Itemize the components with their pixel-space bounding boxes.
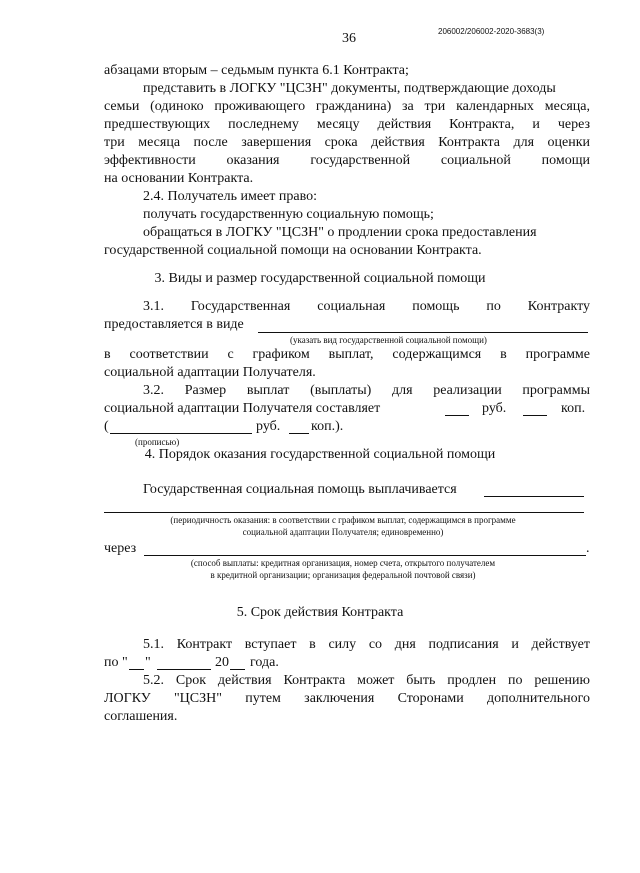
- paragraph-line: получать государственную социальную помощь;: [143, 207, 434, 222]
- paragraph-line: абзацами вторым – седьмым пункта 6.1 Контракта;: [104, 63, 409, 78]
- blank-words[interactable]: [110, 433, 252, 434]
- clause-5-1: 5.1. Контракт вступает в силу со дня подписания и действует: [143, 637, 590, 652]
- date-suffix: года.: [250, 655, 279, 670]
- paragraph-line: соглашения.: [104, 709, 178, 724]
- page-number: 36: [342, 31, 356, 46]
- blank-line[interactable]: [258, 332, 588, 333]
- field-hint: (прописью): [135, 437, 180, 447]
- clause-3-1: 3.1. Государственная социальная помощь по Контракту: [143, 299, 590, 314]
- paren-open: (: [104, 419, 109, 434]
- paragraph-line: Государственная социальная помощь выплачивается: [143, 482, 457, 497]
- paragraph-line: социальной адаптации Получателя составляет: [104, 401, 381, 416]
- clause-3-2: 3.2. Размер выплат (выплаты) для реализации программы: [143, 383, 590, 398]
- blank-year[interactable]: [230, 669, 245, 670]
- paragraph-line: в соответствии с графиком выплат, содержащимся в программе: [104, 347, 590, 362]
- unit-kop: коп.: [561, 401, 586, 416]
- paragraph-line: государственной социальной помощи на основании Контракта.: [104, 243, 482, 258]
- blank-line[interactable]: [104, 512, 584, 513]
- paragraph-line: семьи (одиноко проживающего гражданина) за три календарных месяца,: [104, 99, 590, 114]
- paragraph-line: предоставляется в виде: [104, 317, 244, 332]
- clause-2-4: 2.4. Получатель имеет право:: [143, 189, 318, 204]
- blank-day[interactable]: [129, 669, 144, 670]
- paragraph-line: на основании Контракта.: [104, 171, 254, 186]
- paragraph-line: ЛОГКУ "ЦСЗН" путем заключения Сторонами дополнительного: [104, 691, 590, 706]
- clause-5-2: 5.2. Срок действия Контракта может быть продлен по решению: [143, 673, 590, 688]
- unit-rub: руб.: [482, 401, 507, 416]
- paragraph-line: представить в ЛОГКУ "ЦСЗН" документы, подтверждающие доходы: [143, 81, 556, 96]
- section-3-heading: 3. Виды и размер государственной социальной помощи: [154, 271, 486, 286]
- unit-rub: руб.: [256, 419, 281, 434]
- field-hint: в кредитной организации; организация федеральной почтовой связи): [210, 570, 476, 580]
- field-hint: (периодичность оказания: в соответствии с графиком выплат, содержащимся в программе: [170, 515, 516, 525]
- paragraph-line: три месяца после завершения срока действия Контракта для оценки: [104, 135, 590, 150]
- blank-rub[interactable]: [445, 415, 469, 416]
- period: .: [586, 541, 590, 556]
- field-hint: социальной адаптации Получателя; единовременно): [242, 527, 444, 537]
- year-prefix: 20: [215, 655, 229, 670]
- document-code: 206002/206002-2020-3683(3): [438, 27, 545, 36]
- field-hint: (указать вид государственной социальной помощи): [290, 335, 487, 345]
- unit-kop: коп.).: [311, 419, 344, 434]
- blank-month[interactable]: [157, 669, 211, 670]
- section-5-heading: 5. Срок действия Контракта: [236, 605, 404, 620]
- blank-kop[interactable]: [523, 415, 547, 416]
- paragraph-line: социальной адаптации Получателя.: [104, 365, 316, 380]
- paragraph-line: предшествующих последнему месяцу действия Контракта, и через: [104, 117, 590, 132]
- paragraph-line: обращаться в ЛОГКУ "ЦСЗН" о продлении срока предоставления: [143, 225, 537, 240]
- section-4-heading: 4. Порядок оказания государственной социальной помощи: [144, 447, 496, 462]
- date-prefix: по ": [104, 655, 128, 670]
- date-quote: ": [145, 655, 151, 670]
- paragraph-line: через: [104, 541, 137, 556]
- blank-kop[interactable]: [289, 433, 309, 434]
- blank-line[interactable]: [484, 496, 584, 497]
- field-hint: (способ выплаты: кредитная организация, номер счета, открытого получателем: [190, 558, 496, 568]
- blank-line[interactable]: [144, 555, 586, 556]
- paragraph-line: эффективности оказания государственной социальной помощи: [104, 153, 590, 168]
